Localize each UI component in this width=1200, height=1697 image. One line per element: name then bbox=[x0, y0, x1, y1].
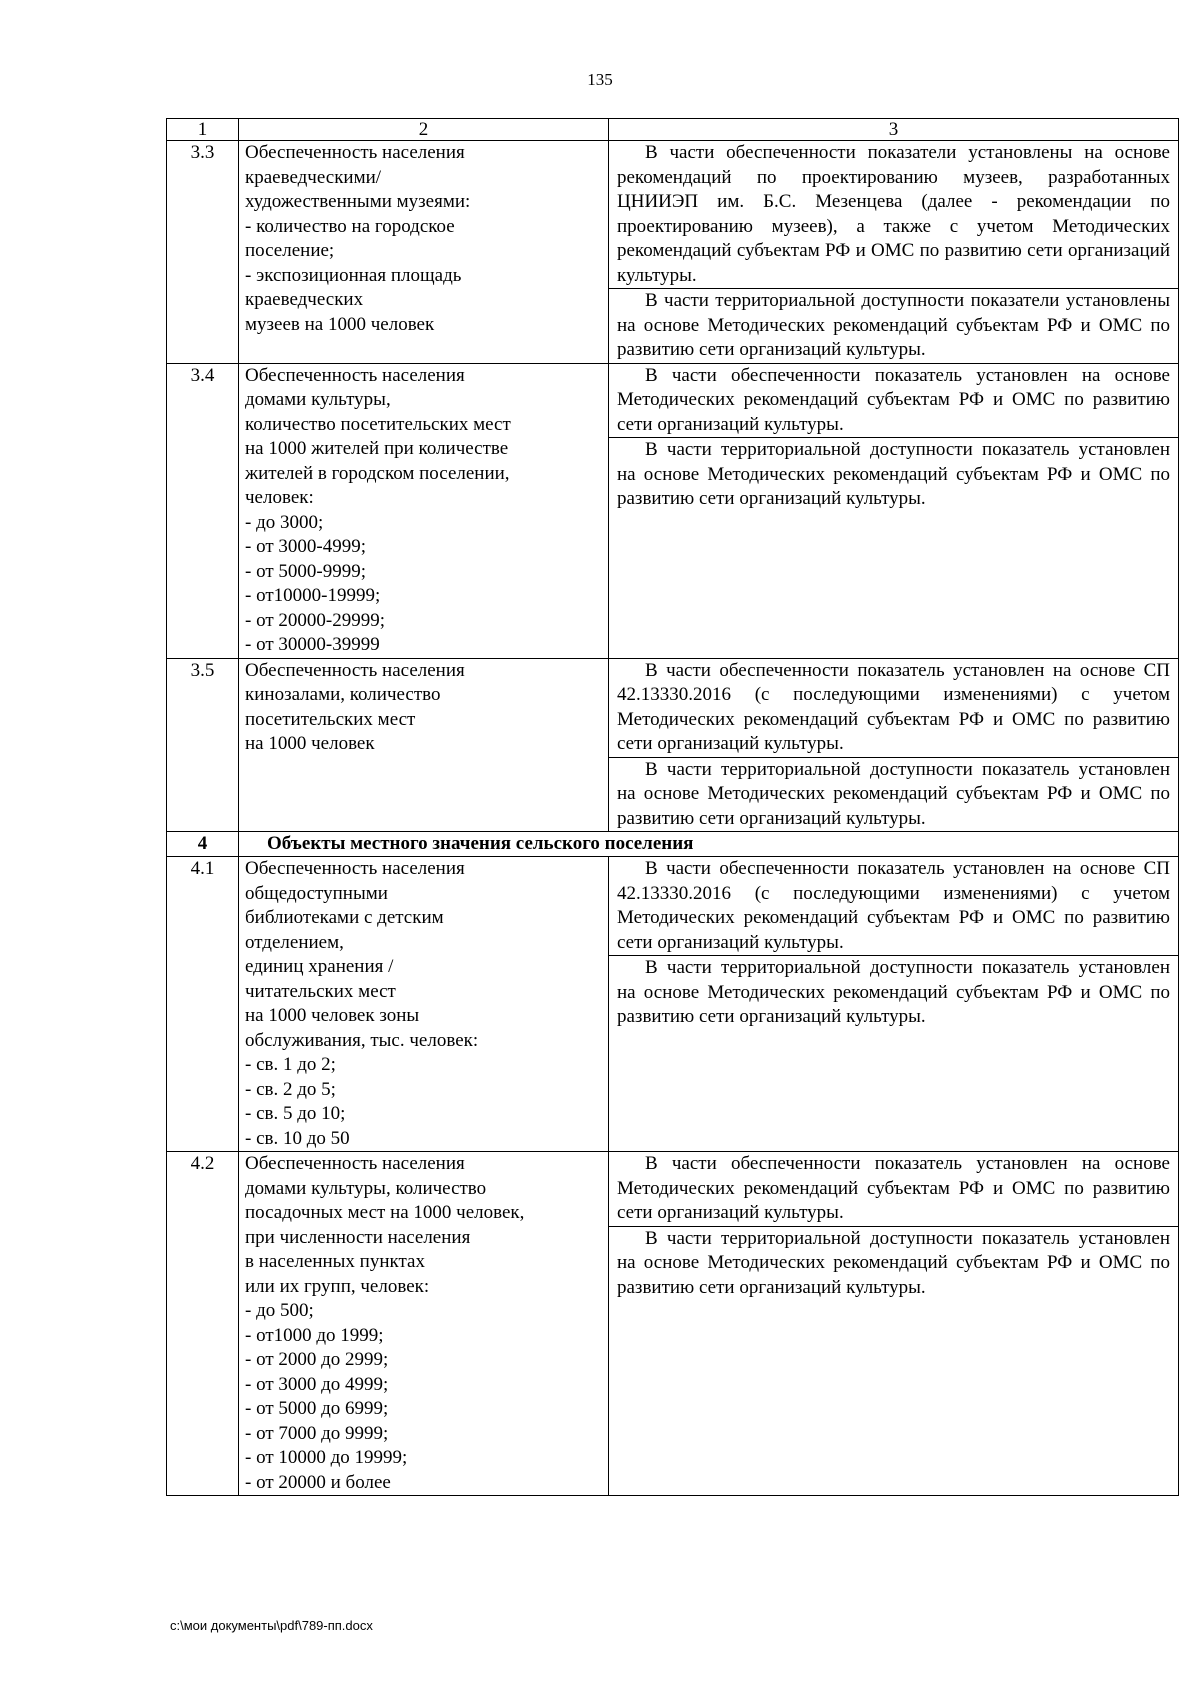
indicator-cell bbox=[239, 658, 609, 832]
indicator-line: - от 10000 до 19999; bbox=[245, 1447, 408, 1468]
row-number: 3.5 bbox=[167, 658, 239, 832]
table-header-row bbox=[167, 119, 1179, 141]
indicator-line: - от 5000-9999; bbox=[245, 560, 366, 582]
table-row bbox=[167, 658, 1179, 832]
indicator-line: Обеспеченность населения bbox=[245, 1153, 465, 1174]
justification-cell bbox=[609, 658, 1179, 832]
indicator-line: кинозалами, количество bbox=[245, 684, 441, 705]
page-number: 135 bbox=[587, 70, 613, 89]
indicator-line: посетительских мест bbox=[245, 708, 416, 730]
indicator-line: - экспозиционная площадь bbox=[245, 264, 462, 286]
section-number: 4 bbox=[167, 832, 239, 857]
indicator-line: Обеспеченность населения bbox=[245, 659, 465, 681]
justification-cell bbox=[609, 141, 1179, 364]
justification-block bbox=[609, 364, 1178, 439]
justification-cell bbox=[609, 857, 1179, 1152]
indicator-line: жителей в городском поселении, bbox=[245, 462, 510, 484]
justification-cell bbox=[609, 363, 1179, 658]
indicator-line: - от 7000 до 9999; bbox=[245, 1422, 389, 1444]
indicator-line: краеведческими/ bbox=[245, 166, 382, 188]
table-row bbox=[167, 857, 1179, 1152]
justification-block bbox=[609, 438, 1178, 512]
indicator-line: - св. 2 до 5; bbox=[245, 1078, 336, 1100]
indicator-line: обслуживания, тыс. человек: bbox=[245, 1029, 479, 1051]
section-row bbox=[167, 832, 1179, 857]
table-row bbox=[167, 1152, 1179, 1496]
section-title: Объекты местного значения сельского поселения bbox=[239, 832, 1179, 857]
indicator-line: - от 3000 до 4999; bbox=[245, 1373, 389, 1395]
justification-block bbox=[609, 956, 1178, 1030]
justification-text: В части территориальной доступности показатель установлен на основе Методических рекомендаций субъектам РФ и ОМС по развитию сети организаций культуры. bbox=[617, 758, 1170, 829]
indicator-line: библиотеками с детским bbox=[245, 907, 444, 928]
header-col-3: 3 bbox=[609, 119, 1179, 141]
indicator-cell bbox=[239, 363, 609, 658]
indicator-line: общедоступными bbox=[245, 882, 388, 904]
indicator-line: посадочных мест на 1000 человек, bbox=[245, 1202, 525, 1223]
indicator-line: в населенных пунктах bbox=[245, 1251, 425, 1272]
justification-block bbox=[609, 1152, 1178, 1227]
justification-block bbox=[609, 659, 1178, 758]
indicator-line: - от 20000-29999; bbox=[245, 609, 385, 631]
table-row bbox=[167, 141, 1179, 364]
indicator-line: - от 5000 до 6999; bbox=[245, 1398, 389, 1419]
indicator-line: Обеспеченность населения bbox=[245, 364, 465, 386]
justification-block bbox=[609, 141, 1178, 289]
indicator-line: Обеспеченность населения bbox=[245, 858, 465, 879]
file-path-footer: c:\мои документы\pdf\789-пп.docx bbox=[170, 1618, 373, 1633]
header-col-1: 1 bbox=[167, 119, 239, 141]
row-number: 3.3 bbox=[167, 141, 239, 364]
indicator-line: или их групп, человек: bbox=[245, 1275, 430, 1297]
justification-text: В части территориальной доступности показатели установлены на основе Методических рекомендаций субъектам РФ и ОМС по развитию сети организаций культуры. bbox=[617, 290, 1170, 360]
indicator-line: краеведческих bbox=[245, 289, 364, 310]
justification-block bbox=[609, 289, 1178, 363]
indicator-line: Обеспеченность населения bbox=[245, 142, 465, 163]
table-row bbox=[167, 363, 1179, 658]
justification-cell bbox=[609, 1152, 1179, 1496]
justification-text: В части обеспеченности показатель установлен на основе СП 42.13330.2016 (с последующими изменениями) с учетом Методических рекомендаций субъектам РФ и ОМС по развитию сети организаций культуры. bbox=[617, 858, 1170, 953]
indicator-line: домами культуры, количество bbox=[245, 1177, 487, 1199]
indicator-cell bbox=[239, 857, 609, 1152]
indicator-line: - св. 5 до 10; bbox=[245, 1103, 346, 1124]
justification-text: В части обеспеченности показатель установлен на основе СП 42.13330.2016 (с последующими изменениями) с учетом Методических рекомендаций субъектам РФ и ОМС по развитию сети организаций культуры. bbox=[617, 659, 1170, 754]
indicator-line: - до 3000; bbox=[245, 511, 324, 533]
indicator-line: при численности населения bbox=[245, 1226, 471, 1248]
indicator-line: читательских мест bbox=[245, 980, 396, 1002]
indicator-line: - от 20000 и более bbox=[245, 1471, 391, 1493]
justification-block bbox=[609, 857, 1178, 956]
indicator-line: художественными музеями: bbox=[245, 191, 471, 212]
indicator-line: количество посетительских мест bbox=[245, 413, 511, 435]
justification-text: В части обеспеченности показатель установлен на основе Методических рекомендаций субъектам РФ и ОМС по развитию сети организаций культуры. bbox=[617, 364, 1170, 435]
row-number: 4.2 bbox=[167, 1152, 239, 1496]
justification-text: В части территориальной доступности показатель установлен на основе Методических рекомендаций субъектам РФ и ОМС по развитию сети организаций культуры. bbox=[617, 957, 1170, 1027]
indicator-line: - св. 10 до 50 bbox=[245, 1127, 350, 1149]
indicator-line: на 1000 человек bbox=[245, 733, 375, 754]
justification-block bbox=[609, 1227, 1178, 1301]
indicator-line: - от 3000-4999; bbox=[245, 536, 366, 557]
indicator-line: - от 30000-39999 bbox=[245, 634, 380, 655]
justification-text: В части обеспеченности показатель установлен на основе Методических рекомендаций субъектам РФ и ОМС по развитию сети организаций культуры. bbox=[617, 1153, 1170, 1223]
indicator-line: на 1000 человек зоны bbox=[245, 1005, 420, 1026]
row-number: 4.1 bbox=[167, 857, 239, 1152]
indicator-line: отделением, bbox=[245, 931, 344, 953]
justification-text: В части территориальной доступности показатель установлен на основе Методических рекомендаций субъектам РФ и ОМС по развитию сети организаций культуры. bbox=[617, 1227, 1170, 1298]
justification-block bbox=[609, 758, 1178, 832]
indicator-line: - от 2000 до 2999; bbox=[245, 1349, 389, 1370]
indicator-line: - количество на городское bbox=[245, 215, 455, 237]
indicator-line: - св. 1 до 2; bbox=[245, 1054, 336, 1075]
justification-text: В части обеспеченности показатели установлены на основе рекомендаций по проектированию музеев, разработанных ЦНИИЭП им. Б.С. Мезенцева (далее - рекомендации по проектированию музеев), а также с учетом Методических рекомендаций субъектам РФ и ОМС по развитию сети организаций культуры. bbox=[617, 142, 1170, 286]
indicator-line: на 1000 жителей при количестве bbox=[245, 438, 509, 459]
standards-table bbox=[166, 118, 1179, 1496]
indicator-line: музеев на 1000 человек bbox=[245, 313, 435, 335]
indicator-line: домами культуры, bbox=[245, 389, 391, 410]
indicator-line: поселение; bbox=[245, 240, 335, 261]
indicator-line: - от1000 до 1999; bbox=[245, 1324, 384, 1346]
justification-text: В части территориальной доступности показатель установлен на основе Методических рекомендаций субъектам РФ и ОМС по развитию сети организаций культуры. bbox=[617, 439, 1170, 509]
indicator-line: - до 500; bbox=[245, 1300, 314, 1321]
row-number: 3.4 bbox=[167, 363, 239, 658]
indicator-line: единиц хранения / bbox=[245, 956, 394, 977]
indicator-line: человек: bbox=[245, 487, 314, 508]
indicator-cell bbox=[239, 1152, 609, 1496]
indicator-cell bbox=[239, 141, 609, 364]
header-col-2: 2 bbox=[239, 119, 609, 141]
table-body bbox=[167, 119, 1179, 1496]
indicator-line: - от10000-19999; bbox=[245, 585, 381, 606]
